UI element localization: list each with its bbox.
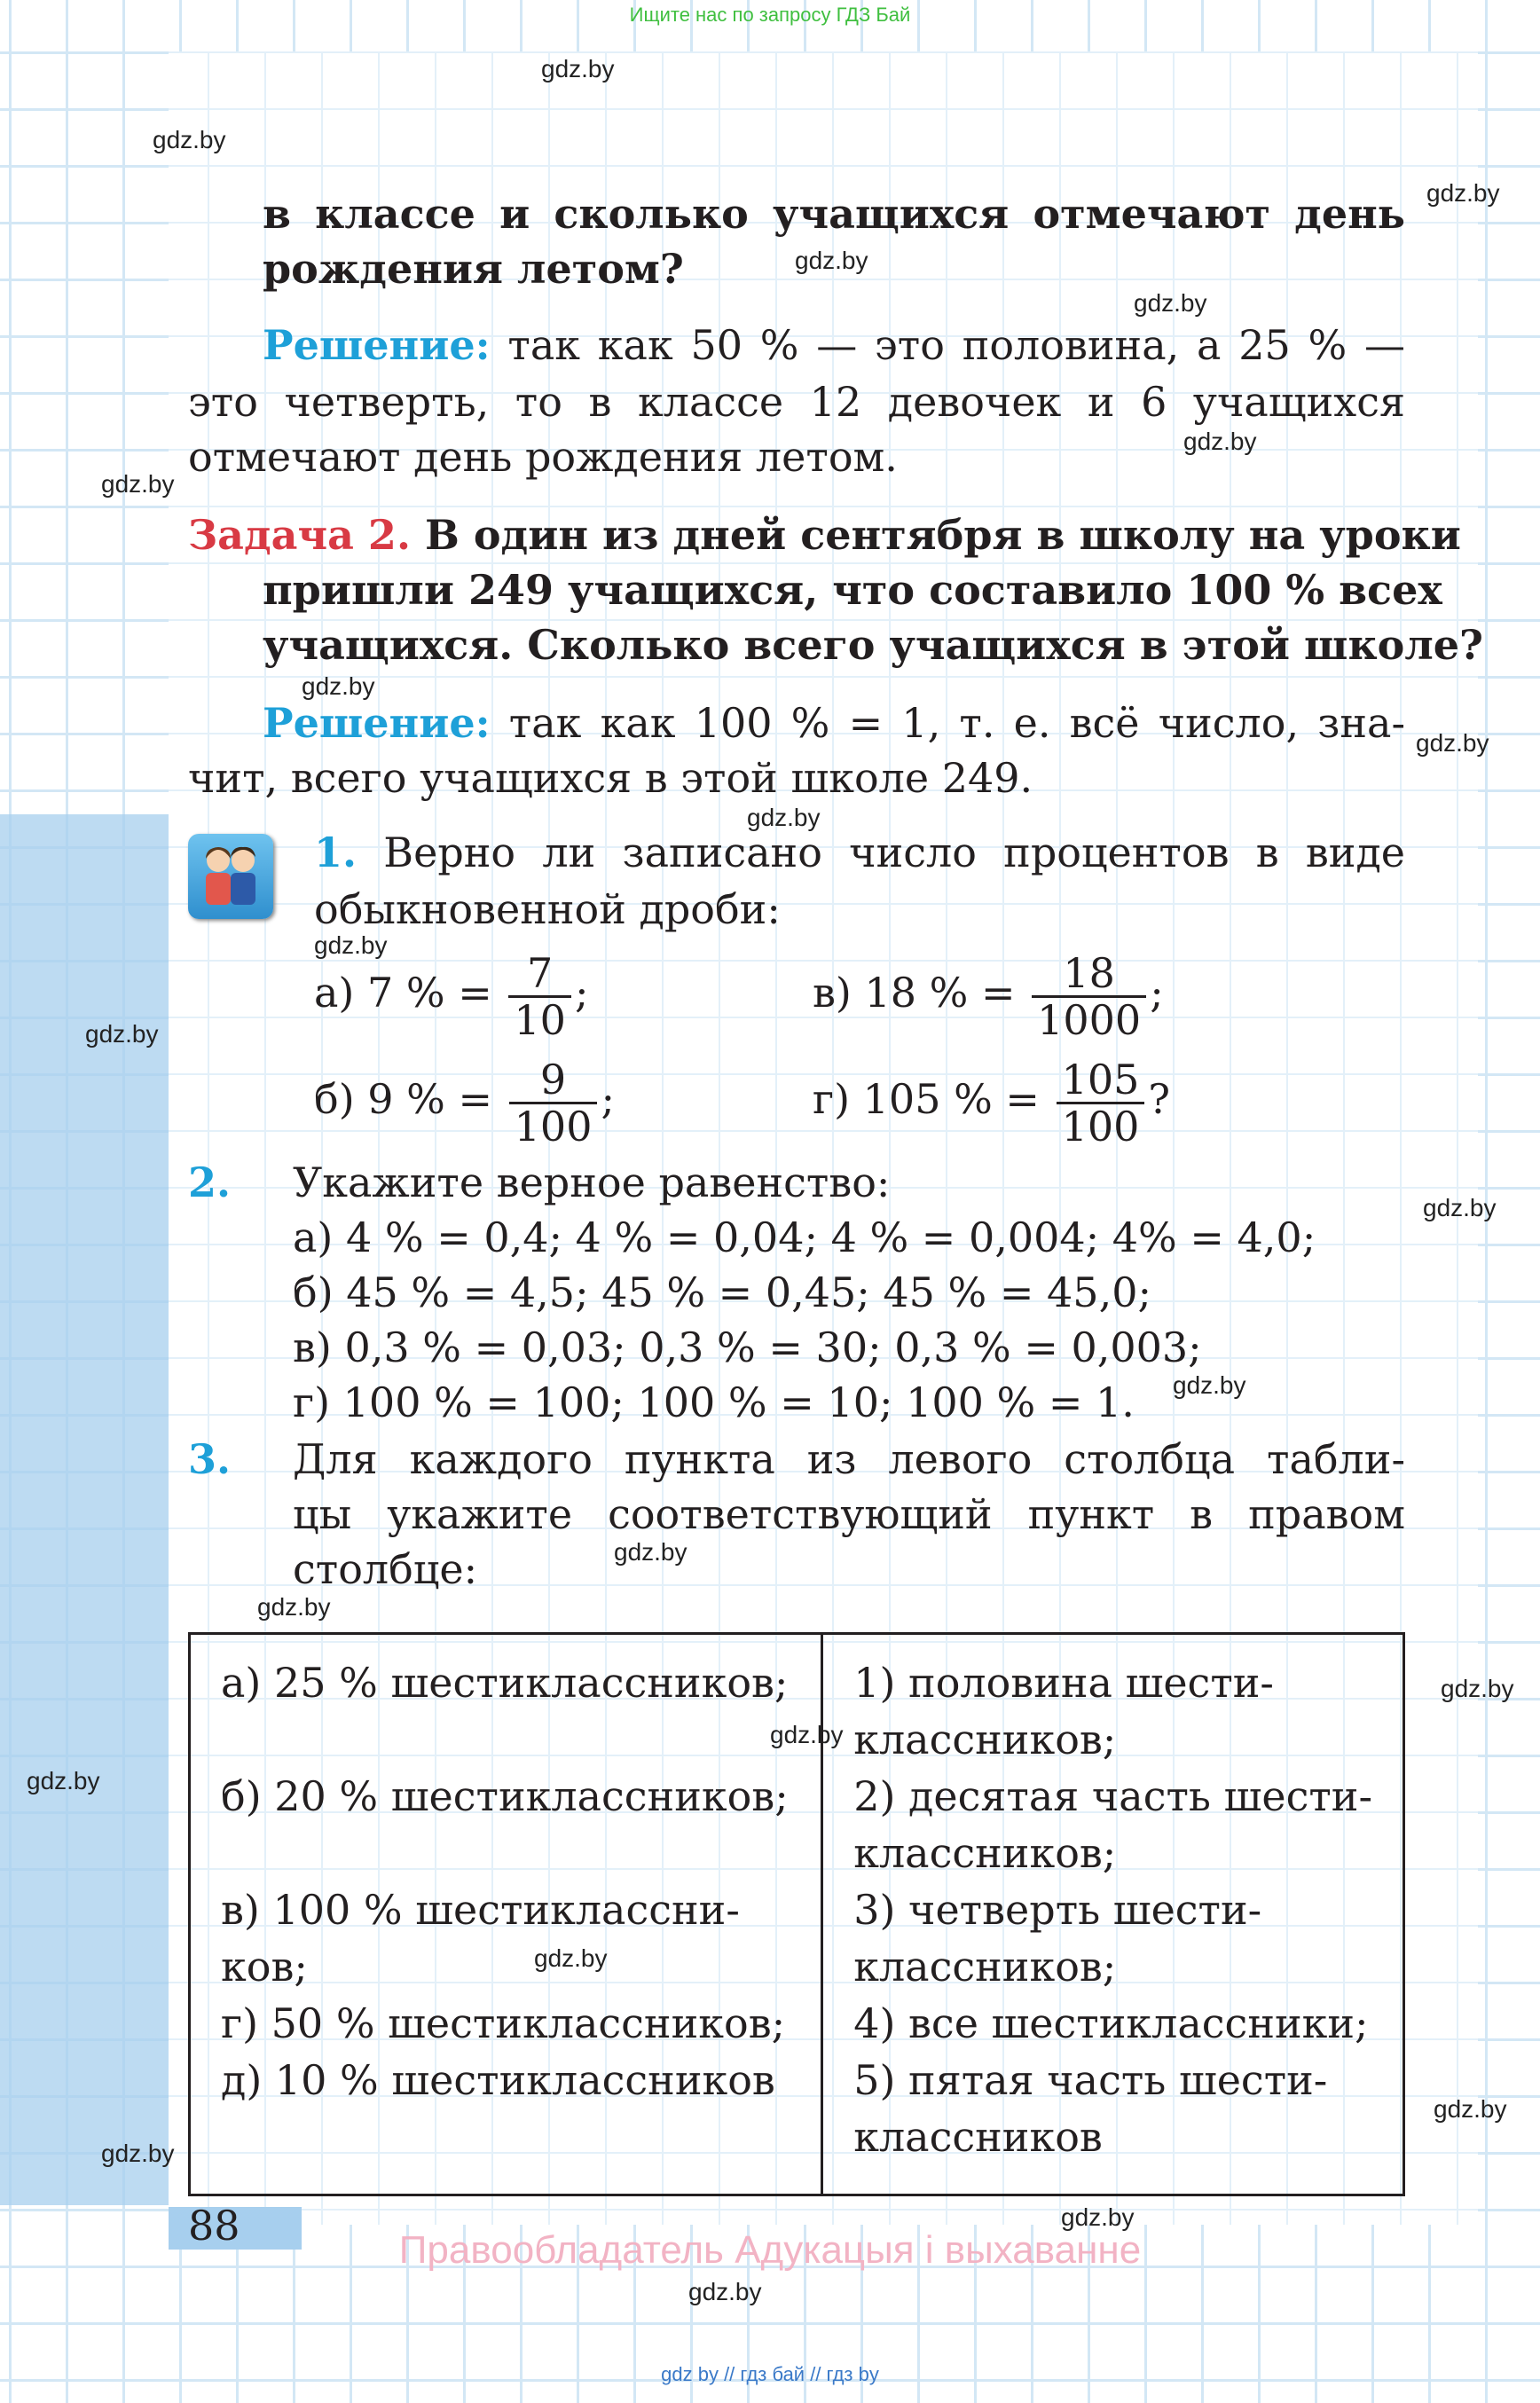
right-item-2: 2) десятая часть шести- [853,1772,1372,1820]
watermark: gdz.by [1434,2095,1507,2123]
task2-line-1 [188,507,1461,562]
ex1-item-g [813,1050,1170,1149]
right-item-5-cont: классников [853,2113,1103,2161]
solution2-line-1 [263,695,1405,750]
left-item-v-cont: ков; [221,1943,308,1991]
fraction [509,1057,598,1149]
watermark: gdz.by [614,1538,688,1566]
watermark: gdz.by [1441,1675,1514,1702]
right-item-1: 1) половина шести- [853,1659,1274,1707]
watermark: gdz.by [1416,729,1489,757]
fraction [1057,1057,1145,1149]
page-number: 88 [188,2202,240,2250]
ex1-line-1 [314,825,1405,880]
watermark: gdz.by [770,1721,844,1748]
watermark: gdz.by [302,672,375,700]
copyright-notice: Правообладатель Адукацыя і выхаванне [398,2228,1142,2272]
watermark: gdz.by [101,2140,175,2167]
item-prefix: г) 105 % = [813,1075,1040,1123]
watermark: gdz.by [1134,289,1207,317]
item-end: ; [1150,969,1164,1017]
right-item-4: 4) все шестиклассники; [853,1999,1369,2047]
denominator: 100 [509,1102,598,1149]
task2-line-1-text: В один из дней сентября в школу на уроки [424,511,1461,559]
solution1-line-2: это четверть, то в классе 12 девочек и 6 учащихся [188,378,1405,426]
ex1-item-a [314,944,588,1042]
watermark: gdz.by [747,804,821,831]
right-item-3-cont: классников; [853,1943,1117,1991]
ex2-title: Укажите верное равенство: [293,1158,891,1206]
bottom-banner: gdz by // гдз бай // гдз by [661,2363,879,2385]
ex2-line-b: б) 45 % = 4,5; 45 % = 0,45; 45 % = 45,0; [293,1268,1151,1316]
ex3-line-1: Для каждого пункта из левого столбца табли- [293,1435,1405,1483]
right-column [822,1634,1404,2195]
left-item-b: б) 20 % шестиклассников; [221,1772,789,1820]
solution2-line-2: чит, всего учащихся в этой школе 249. [188,754,1033,802]
numerator: 18 [1063,948,1115,997]
ex1-number: 1. [314,828,358,876]
right-item-5: 5) пятая часть шести- [853,2056,1328,2104]
solution1-line-3: отмечают день рождения летом. [188,433,898,481]
watermark: gdz.by [257,1593,331,1621]
right-item-2-cont: классников; [853,1829,1117,1877]
top-banner: Ищите нас по запросу ГДЗ Бай [629,4,911,26]
solution2-line-1-text: так как 100 % = 1, т. е. всё число, зна- [508,699,1405,747]
matching-table [188,1632,1405,2196]
numerator: 9 [539,1055,567,1103]
ex1-item-b [314,1050,615,1149]
watermark: gdz.by [795,247,868,274]
left-item-a: а) 25 % шестиклассников; [221,1659,789,1707]
ex3-line-3: столбце: [293,1545,478,1593]
watermark: gdz.by [1173,1371,1246,1399]
ex2-line-a: а) 4 % = 0,4; 4 % = 0,04; 4 % = 0,004; 4% = 4,0; [293,1213,1316,1261]
fraction [508,948,571,1044]
denominator: 10 [508,995,571,1042]
item-end: ? [1148,1075,1171,1123]
watermark: gdz.by [1426,179,1500,207]
watermark: gdz.by [1423,1194,1497,1221]
numerator: 7 [527,948,554,997]
ex2-line-v: в) 0,3 % = 0,03; 0,3 % = 30; 0,3 % = 0,003; [293,1323,1202,1371]
right-item-3: 3) четверть шести- [853,1886,1262,1934]
ex1-line-2: обыкновенной дроби: [314,885,781,933]
item-end: ; [601,1075,615,1123]
intro-line-1: в классе и сколько учащихся отмечают день [263,190,1405,238]
watermark: gdz.by [85,1020,159,1048]
watermark: gdz.by [27,1767,100,1794]
task2-line-2: пришли 249 учащихся, что составило 100 % всех [263,566,1442,614]
watermark: gdz.by [541,55,615,82]
solution1-line-1-text: так как 50 % — это половина, а 25 % — [507,321,1405,369]
solution1-label: Решение: [263,321,491,369]
watermark: gdz.by [1183,428,1257,455]
ex3-line-2: цы укажите соответствующий пункт в правом [293,1490,1405,1538]
left-column [190,1634,822,2195]
pupils-icon [188,834,273,919]
denominator: 100 [1057,1102,1145,1149]
solution2-label: Решение: [263,699,491,747]
ex1-line-1-text: Верно ли записано число процентов в виде [383,828,1405,876]
watermark: gdz.by [688,2278,762,2305]
ex3-number: 3. [188,1435,232,1483]
left-item-d: д) 10 % шестиклассников [221,2056,775,2104]
fraction [1032,948,1146,1044]
left-item-g: г) 50 % шестиклассников; [221,1999,786,2047]
task2-line-3: учащихся. Сколько всего учащихся в этой школе? [263,621,1484,669]
ex2-number: 2. [188,1158,232,1206]
right-item-1-cont: классников; [853,1716,1117,1763]
ex2-line-g: г) 100 % = 100; 100 % = 10; 100 % = 1. [293,1378,1135,1426]
item-prefix: б) 9 % = [314,1075,493,1123]
watermark: gdz.by [153,126,226,153]
watermark: gdz.by [534,1944,608,1972]
item-prefix: в) 18 % = [813,969,1016,1017]
item-end: ; [574,969,589,1017]
watermark: gdz.by [101,470,175,498]
solution1-line-1 [263,318,1405,373]
item-prefix: а) 7 % = [314,969,492,1017]
numerator: 105 [1061,1055,1140,1103]
denominator: 1000 [1032,995,1146,1042]
task2-label: Задача 2. [188,511,411,559]
intro-line-2: рождения летом? [263,245,684,293]
watermark: gdz.by [314,931,388,959]
left-item-v: в) 100 % шестиклассни- [221,1886,740,1934]
watermark: gdz.by [1061,2203,1135,2231]
ex1-item-v [813,944,1164,1042]
